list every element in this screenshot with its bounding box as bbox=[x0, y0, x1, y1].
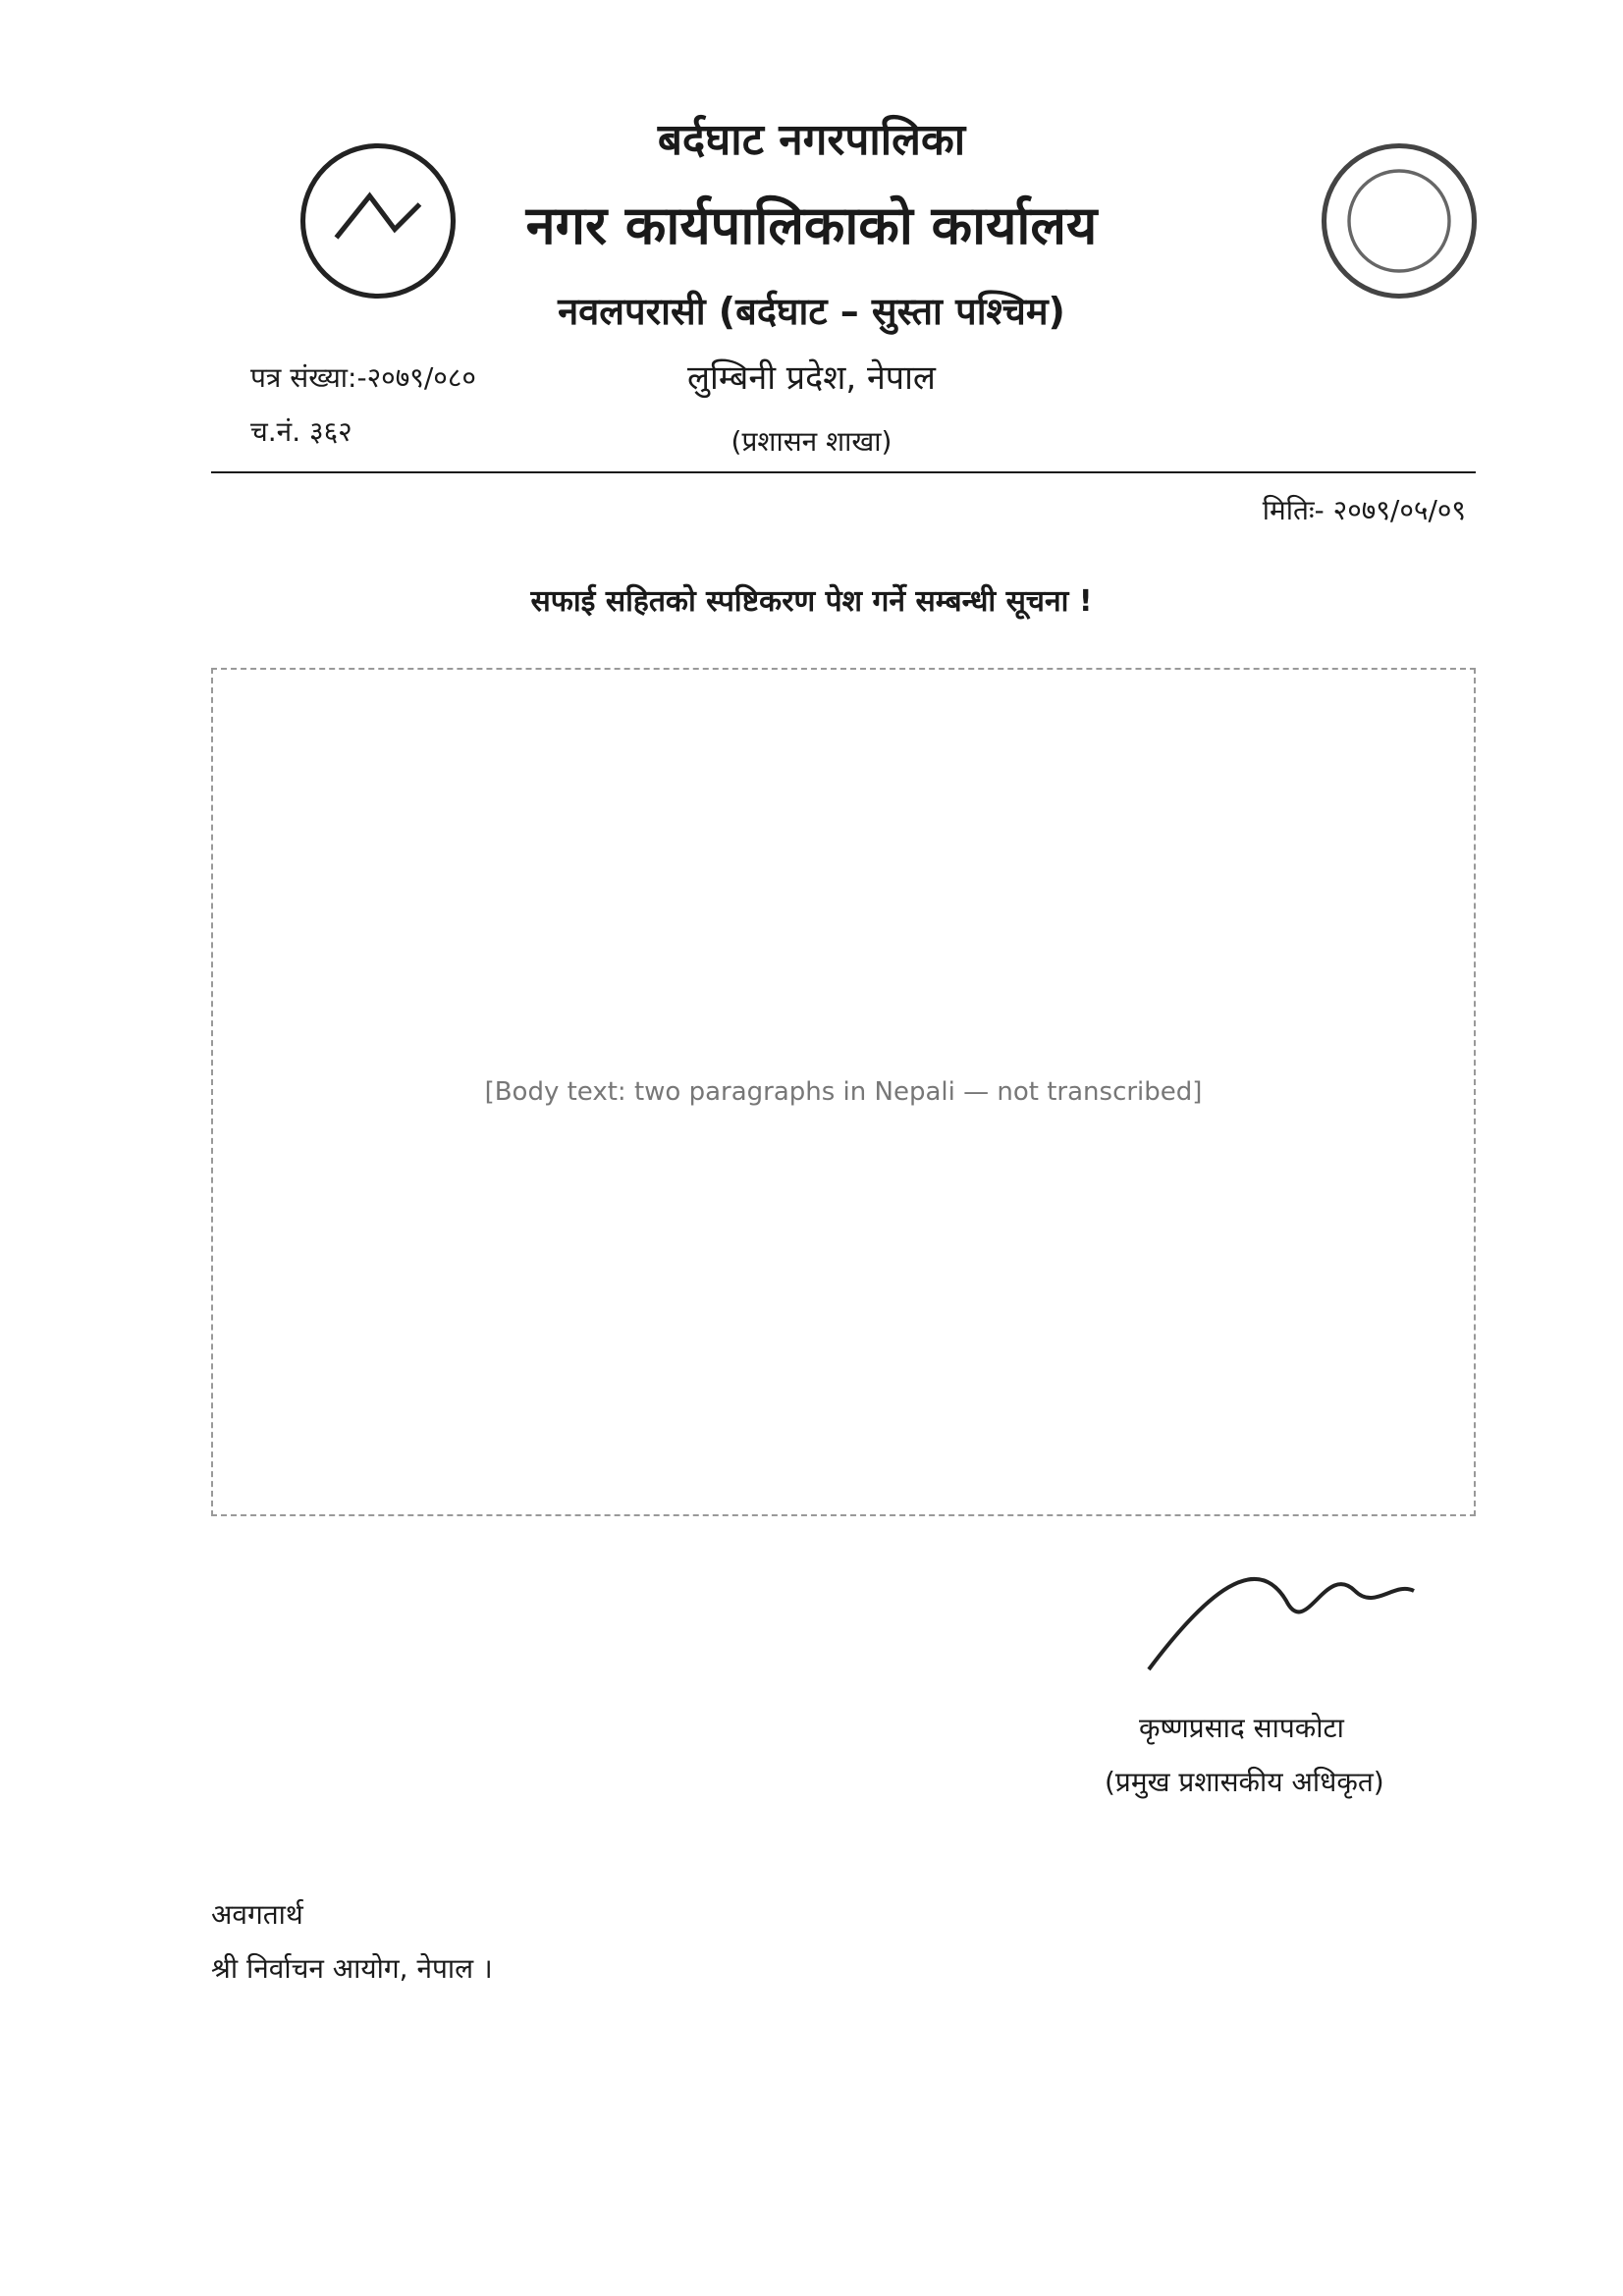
signatory-name: कृष्णप्रसाद सापकोटा bbox=[1139, 1712, 1344, 1744]
signature-mark bbox=[1119, 1532, 1434, 1699]
signatory-title: (प्रमुख प्रशासकीय अधिकृत) bbox=[1105, 1766, 1384, 1798]
header-divider bbox=[211, 471, 1476, 473]
cc-label: अवगतार्थ bbox=[211, 1898, 303, 1931]
header-line3: नवलपरासी (बर्दघाट – सुस्ता पश्चिम) bbox=[558, 290, 1065, 333]
body-placeholder: [Body text: two paragraphs in Nepali — not transcribed] bbox=[211, 668, 1476, 1516]
header-line1: बर्दघाट नगरपालिका bbox=[657, 115, 966, 165]
header-line4: लुम्बिनी प्रदेश, नेपाल bbox=[687, 358, 936, 398]
letter-date: मितिः- २०७९/०५/०९ bbox=[1262, 494, 1466, 526]
header-line2: नगर कार्यपालिकाको कार्यालय bbox=[525, 194, 1098, 256]
header-line5: (प्रशासन शाखा) bbox=[730, 425, 893, 458]
subject-line: सफाई सहितको स्पष्टिकरण पेश गर्ने सम्बन्धी सूचना ! bbox=[530, 584, 1093, 619]
letter-number: पत्र संख्या:-२०७९/०८० bbox=[250, 361, 476, 394]
cc-recipient: श्री निर्वाचन आयोग, नेपाल । bbox=[211, 1952, 493, 1985]
dispatch-number: च.नं. ३६२ bbox=[250, 415, 352, 448]
